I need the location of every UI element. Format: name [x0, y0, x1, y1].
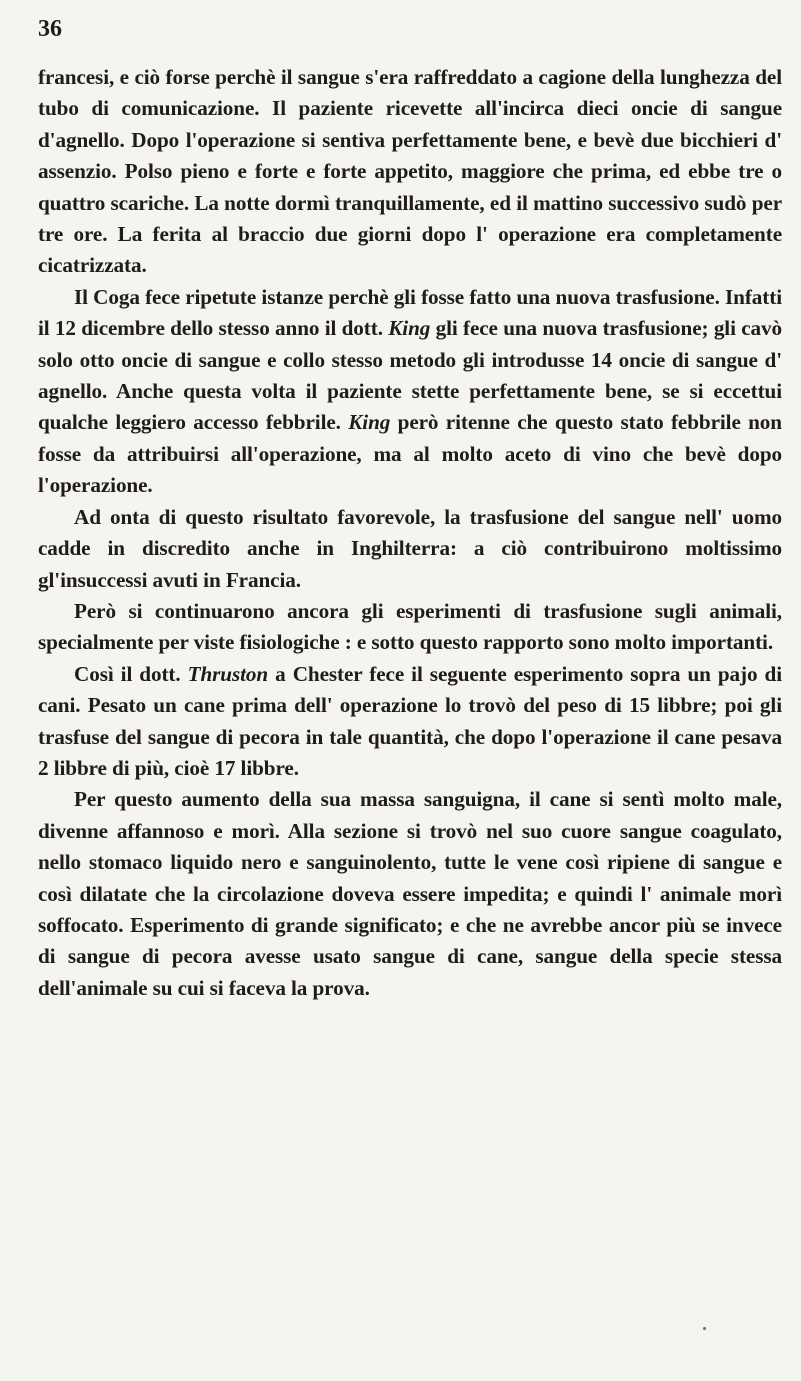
text-run: Il Coga fece ripetute istanze perchè gli fosse fatto una nuova trasfusione. Infatti il 12 dicembre dello stesso anno il dott. [38, 284, 782, 341]
text-run: Però si continuarono ancora gli esperimenti di trasfusione sugli animali, specialmente per viste fisiologiche : e sotto questo rapporto sono molto importanti. [38, 598, 782, 655]
paragraph [38, 784, 782, 1004]
page-number: 36 [38, 16, 62, 42]
text-run: gli fece una nuova trasfusione; gli cavò solo otto oncie di sangue e collo stesso metodo gli introdusse 14 oncie di sangue d' agnello. Anche questa volta il paziente stette perfettamente bene, se si eccettui qualche leggiero accesso febbrile. [38, 316, 783, 435]
text-run: Per questo aumento della sua massa sanguigna, il cane si sentì molto male, divenne affannoso e morì. Alla sezione si trovò nel suo cuore sangue coagulato, nello stomaco liquido nero e sanguinolento, tutte le vene così ripiene di sangue e così dilatate che la circolazione doveva essere impedita; e quindi l' animale morì soffocato. Esperimento di grande significato; e che ne avrebbe ancor più se invece di sangue di pecora avesse usato sangue di cane, sangue della specie stessa dell'animale su cui si faceva la prova. [38, 787, 782, 1000]
paragraph [38, 62, 782, 282]
paper-speck [703, 1327, 706, 1330]
italic-name: Thruston [187, 661, 269, 686]
text-run: Ad onta di questo risultato favorevole, la trasfusione del sangue nell' uomo cadde in discredito anche in Inghilterra: a ciò contribuirono moltissimo gl'insuccessi avuti in Francia. [38, 504, 782, 592]
italic-name: King [348, 410, 391, 435]
paragraph [38, 282, 782, 502]
paragraph [38, 502, 782, 596]
text-run: però ritenne che questo stato febbrile non fosse da attribuirsi all'operazione, ma al molto aceto di vino che bevè dopo l'operazione. [38, 410, 782, 498]
body-text [38, 62, 782, 1004]
paragraph [38, 659, 782, 785]
text-run: a Chester fece il seguente esperimento sopra un pajo di cani. Pesato un cane prima dell' operazione lo trovò del peso di 15 libbre; poi gli trasfuse del sangue di pecora in tale quantità, che dopo l'operazione il cane pesava 2 libbre di più, cioè 17 libbre. [38, 661, 783, 780]
text-run: francesi, e ciò forse perchè il sangue s'era raffreddato a cagione della lunghezza del tubo di comunicazione. Il paziente ricevette all'incirca dieci oncie di sangue d'agnello. Dopo l'operazione si sentiva perfettamente bene, e bevè due bicchieri d' assenzio. Polso pieno e forte e forte appetito, maggiore che prima, ed ebbe tre o quattro scariche. La notte dormì tranquillamente, ed il mattino successivo sudò per tre ore. La ferita al braccio due giorni dopo l' operazione era completamente cicatrizzata. [38, 65, 782, 278]
text-run: Così il dott. [74, 661, 188, 686]
paragraph [38, 596, 782, 659]
italic-name: King [388, 316, 431, 341]
